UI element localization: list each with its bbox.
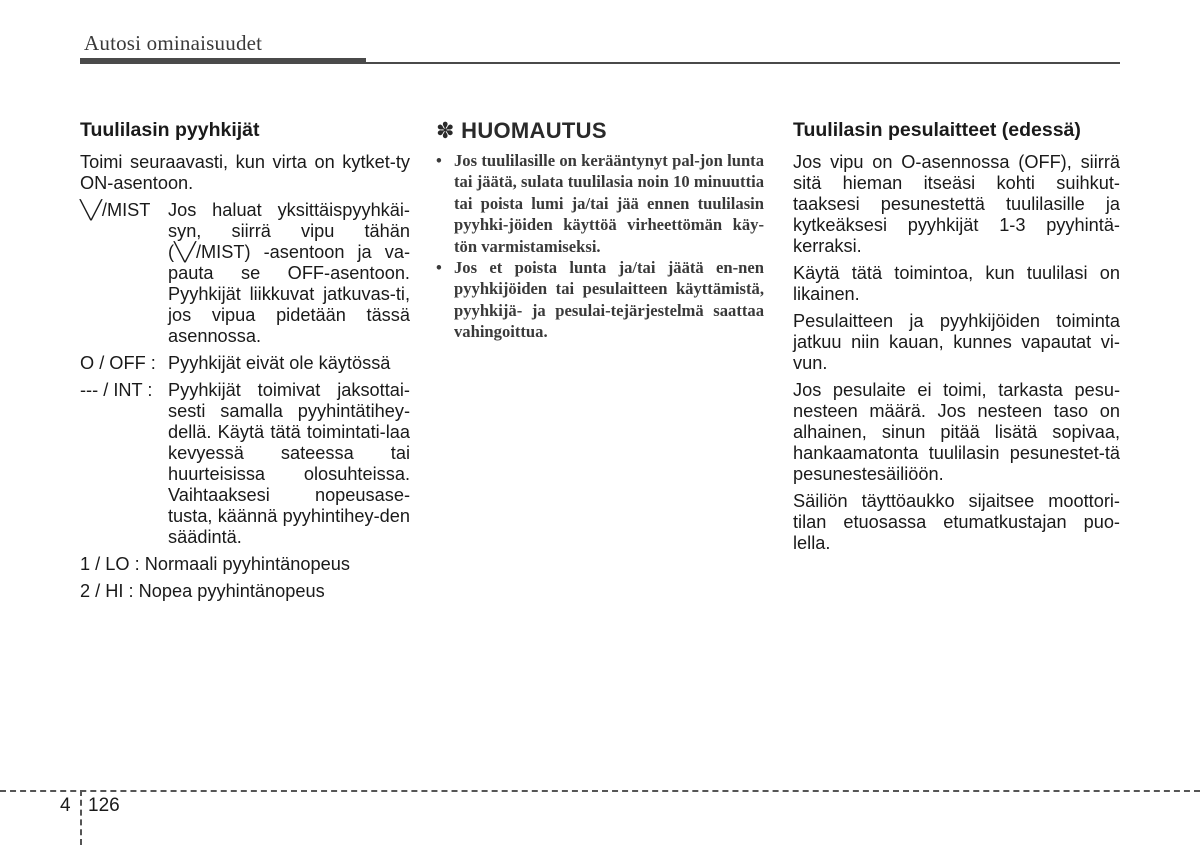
footer-dashed-rule bbox=[0, 790, 1200, 792]
int-setting bbox=[80, 380, 410, 548]
note-title: ✽ HUOMAUTUS bbox=[436, 118, 607, 143]
int-setting-desc: Pyyhkijät toimivat jaksottai-sesti samalla pyyhintätihey-dellä. Käytä tätä toimintati-laa kevyessä sateessa tai huurteisissa olosuhteissa. Vaihtaaksesi nopeusase-tusta, käännä pyyhintihey-den säädintä. bbox=[168, 380, 410, 547]
section-heading-wipers: Tuulilasin pyyhkijät bbox=[80, 119, 260, 141]
lo-setting: 1 / LO : Normaali pyyhintänopeus bbox=[80, 554, 350, 574]
hi-setting: 2 / HI : Nopea pyyhintänopeus bbox=[80, 581, 325, 601]
header-bar bbox=[80, 58, 366, 64]
section-heading-washers: Tuulilasin pesulaitteet (edessä) bbox=[793, 119, 1081, 141]
washer-paragraph: Käytä tätä toimintoa, kun tuulilasi on likainen. bbox=[793, 263, 1120, 304]
footer-dashed-divider bbox=[80, 790, 82, 845]
page-header-title: Autosi ominaisuudet bbox=[84, 31, 263, 55]
wipers-intro: Toimi seuraavasti, kun virta on kytket-ty ON-asentoon. bbox=[80, 152, 410, 193]
mist-setting bbox=[80, 200, 410, 347]
off-setting-desc: Pyyhkijät eivät ole käytössä bbox=[168, 353, 391, 373]
washer-paragraph: Jos vipu on O-asennossa (OFF), siirrä sitä hieman itseäsi kohti suihkut-taaksesi pesunestettä tuulilasille ja kytkeäksesi pyyhkijät 1-3 pyyhintä-kerraksi. bbox=[793, 152, 1120, 256]
washer-paragraph: Säiliön täyttöaukko sijaitsee moottori-tilan etuosassa etumatkustajan puo-lella. bbox=[793, 491, 1120, 553]
washer-paragraph: Jos pesulaite ei toimi, tarkasta pesu-nesteen määrä. Jos nesteen taso on alhainen, sinun pitää lisätä sopivaa, hankaamatonta tuulilasin pesunestet-tä pesunestesäiliöön. bbox=[793, 380, 1120, 484]
mist-setting-desc: Jos haluat yksittäispyyhkäi-syn, siirrä vipu tähän (╲╱/MIST) -asentoon ja va-pauta se OFF-asentoon. Pyyhkijät liikkuvat jatkuvas-ti, jos vipua pidetään tässä asennossa. bbox=[168, 200, 410, 346]
chapter-number: 4 bbox=[60, 795, 71, 816]
off-setting bbox=[80, 353, 410, 374]
bullet-icon: • bbox=[436, 258, 442, 278]
header-rule bbox=[366, 62, 1120, 64]
bullet-icon: • bbox=[436, 151, 442, 170]
note-item bbox=[436, 257, 764, 343]
page-number: 126 bbox=[88, 795, 120, 816]
note-text: Jos tuulilasille on kerääntynyt pal-jon lunta tai jäätä, sulata tuulilasia noin 10 minuuttia tai poista lumi ja/tai jää ennen tuulilasin pyyhki-jöiden käyttöä virheettömän käy-tön varmistamiseksi. bbox=[454, 151, 764, 256]
washer-paragraph: Pesulaitteen ja pyyhkijöiden toiminta jatkuu niin kauan, kunnes vapautat vi-vun. bbox=[793, 311, 1120, 373]
note-item bbox=[436, 150, 764, 257]
note-column bbox=[436, 118, 764, 343]
note-text: Jos et poista lunta ja/tai jäätä en-nen pyyhkijöiden tai pesulaitteen käyttämistä, pyyhkijä- ja pesulai-tejärjestelmä saattaa vahingoittua. bbox=[454, 258, 764, 342]
mist-setting-term: ╲╱/MIST bbox=[80, 200, 151, 220]
left-column bbox=[80, 118, 410, 608]
right-column bbox=[793, 118, 1120, 560]
off-setting-term: O / OFF : bbox=[80, 353, 156, 373]
note-list bbox=[436, 150, 764, 343]
int-setting-term: --- / INT : bbox=[80, 380, 153, 400]
